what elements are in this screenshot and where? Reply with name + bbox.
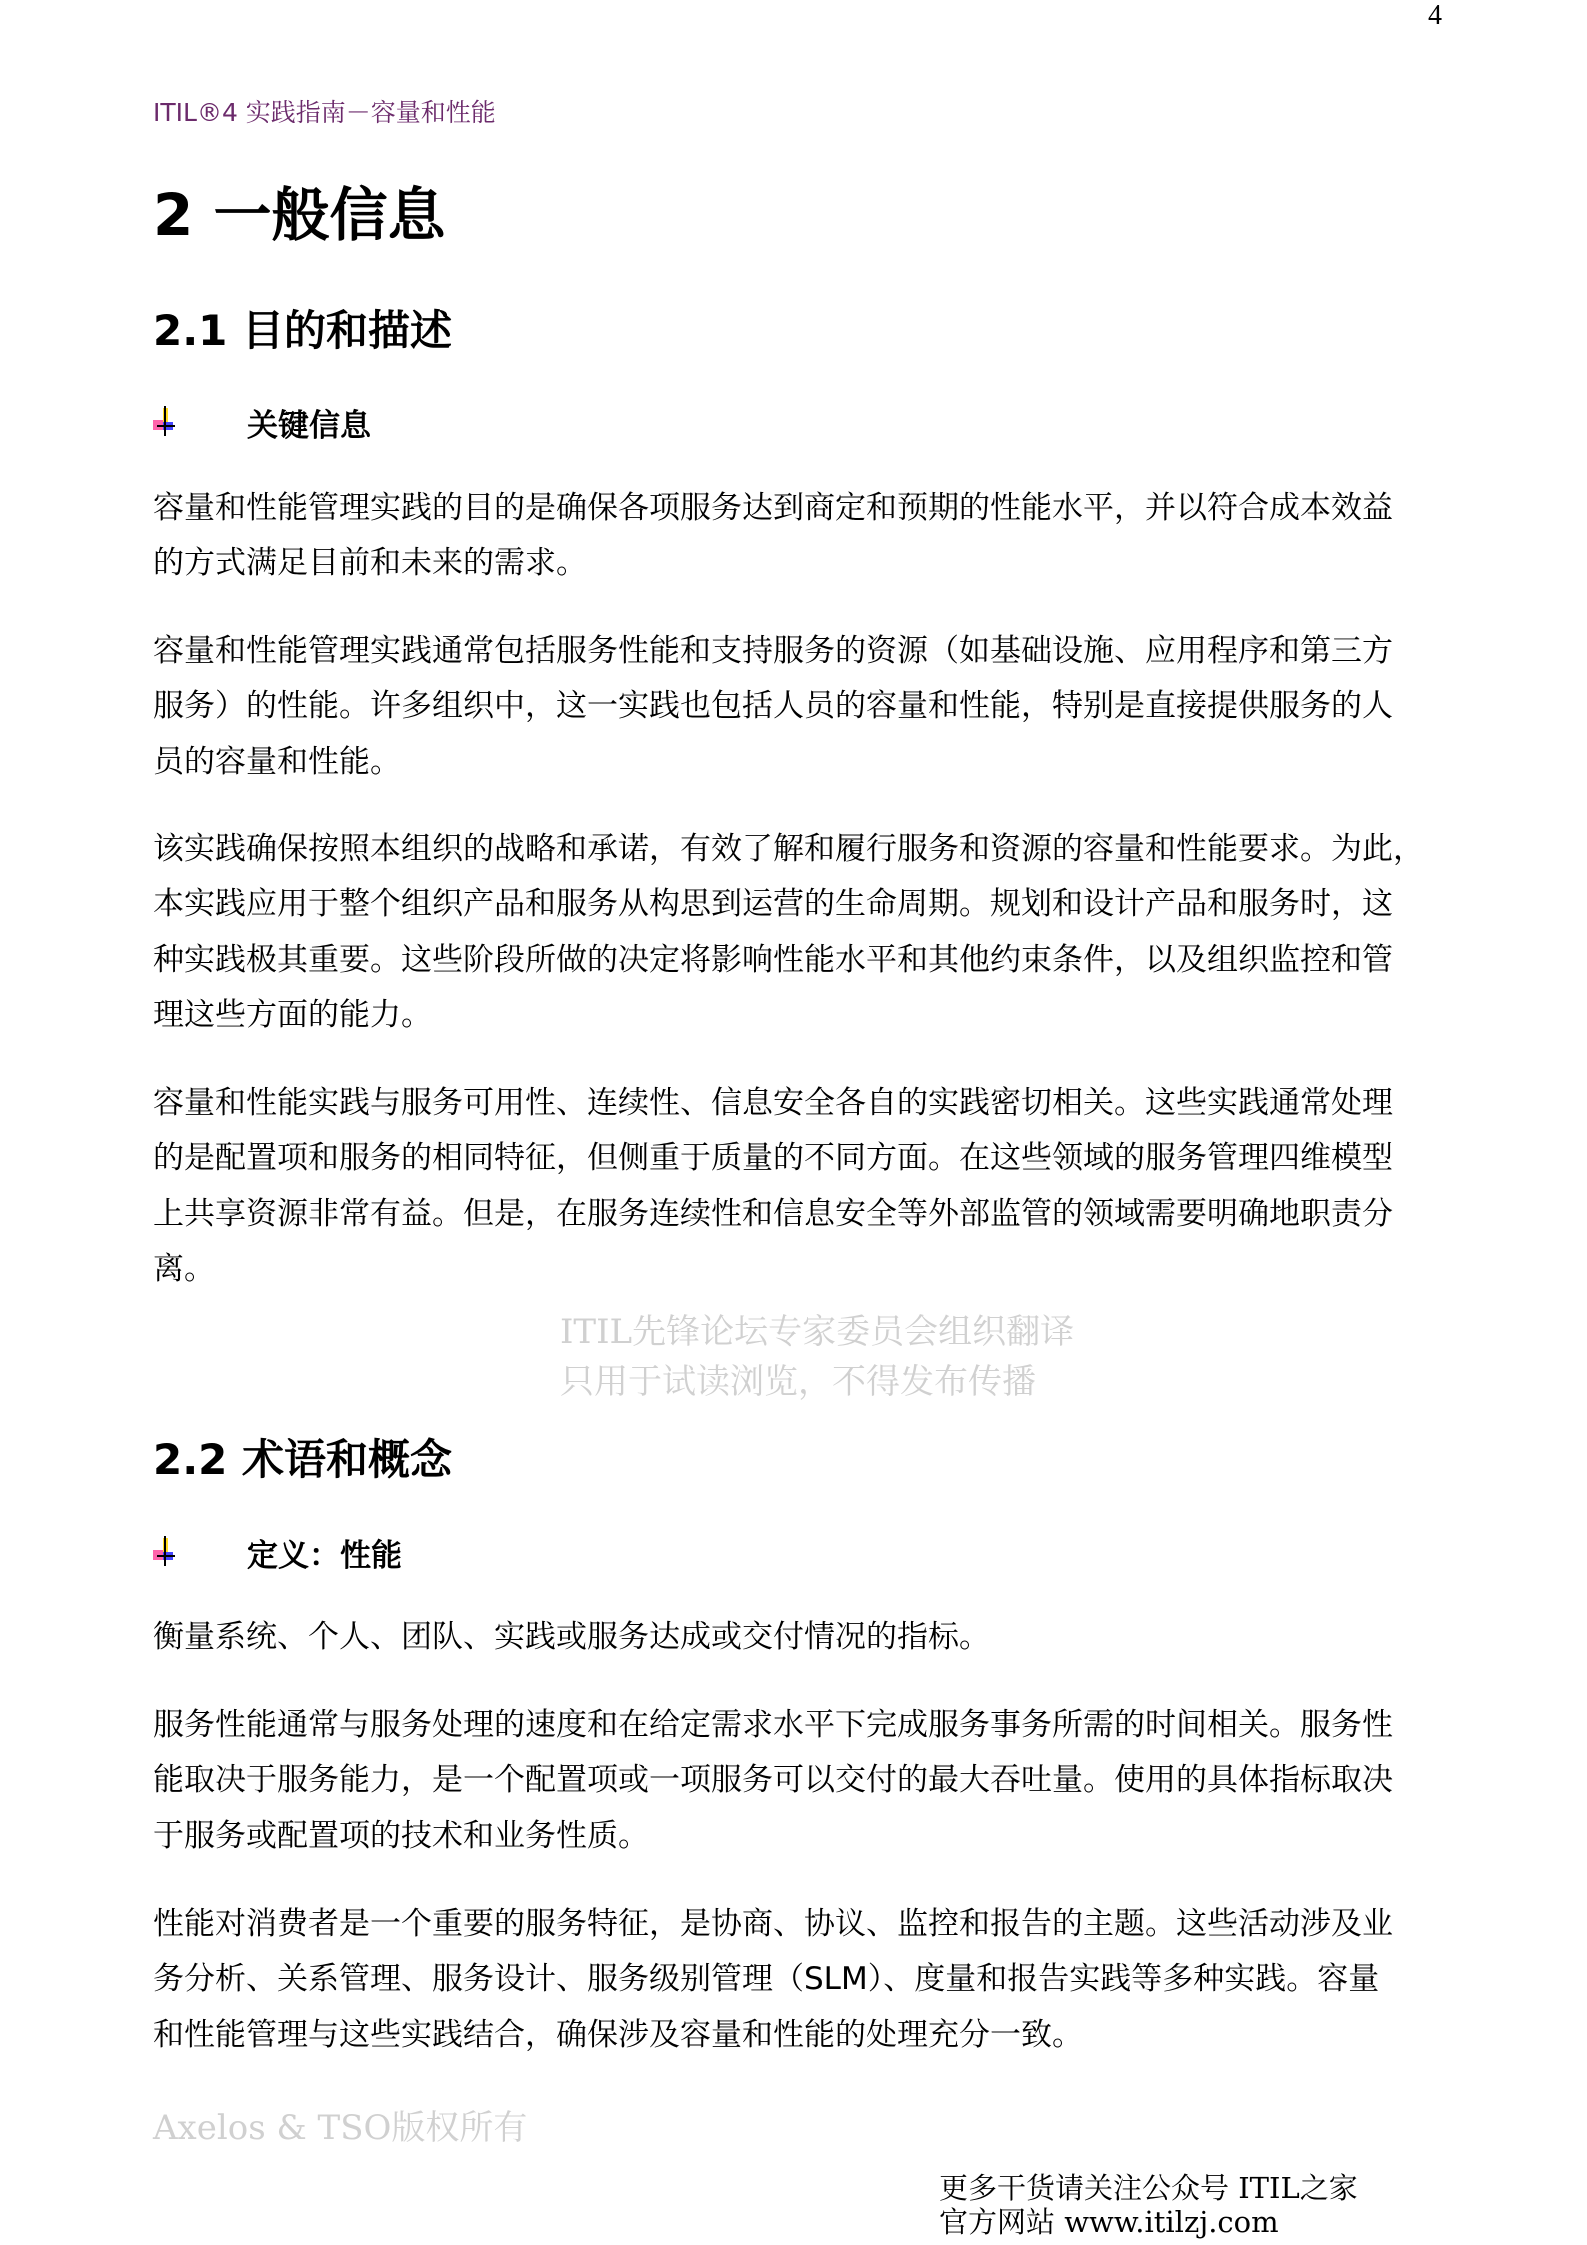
line: 的方式满足目前和未来的需求。 <box>153 545 587 582</box>
watermark: 只用于试读浏览，不得发布传播 <box>560 1362 1036 1402</box>
line: 容量和性能管理实践的目的是确保各项服务达到商定和预期的性能水平，并以符合成本效益 <box>153 490 1393 526</box>
section-heading-2-2: 2.2 术语和概念 <box>153 1435 453 1484</box>
line: 于服务或配置项的技术和业务性质。 <box>153 1817 649 1854</box>
line: 容量和性能管理实践通常包括服务性能和支持服务的资源（如基础设施、应用程序和第三方 <box>153 633 1393 669</box>
watermark: ITIL先锋论坛专家委员会组织翻译 <box>560 1312 1075 1352</box>
paragraph <box>153 1076 1393 1297</box>
line: 性能对消费者是一个重要的服务特征，是协商、协议、监控和报告的主题。这些活动涉及业 <box>153 1906 1393 1942</box>
footer-line-1: 更多干货请关注公众号 ITIL之家 <box>939 2171 1358 2205</box>
line: 该实践确保按照本组织的战略和承诺，有效了解和履行服务和资源的容量和性能要求。为此， <box>153 831 1424 867</box>
key-bullet-icon <box>153 1536 177 1566</box>
definition-label: 定义：性能 <box>247 1538 402 1574</box>
watermark: Axelos & TSO版权所有 <box>153 2108 528 2148</box>
section-heading-2-1: 2.1 目的和描述 <box>153 306 453 355</box>
line: 的是配置项和服务的相同特征，但侧重于质量的不同方面。在这些领域的服务管理四维模型 <box>153 1140 1393 1177</box>
running-header: ITIL®4 实践指南－容量和性能 <box>153 98 496 127</box>
line: 容量和性能实践与服务可用性、连续性、信息安全各自的实践密切相关。这些实践通常处理 <box>153 1085 1393 1121</box>
line: 理这些方面的能力。 <box>153 996 432 1033</box>
paragraph <box>153 1610 990 1665</box>
line: 能取决于服务能力，是一个配置项或一项服务可以交付的最大吞吐量。使用的具体指标取决 <box>153 1762 1393 1799</box>
line: 上共享资源非常有益。但是，在服务连续性和信息安全等外部监管的领域需要明确地职责分 <box>153 1195 1393 1232</box>
line: 务分析、关系管理、服务设计、服务级别管理（SLM）、度量和报告实践等多种实践。容量 <box>153 1961 1380 1998</box>
paragraph <box>153 1698 1393 1864</box>
paragraph <box>153 1897 1393 2063</box>
line: 服务性能通常与服务处理的速度和在给定需求水平下完成服务事务所需的时间相关。服务性 <box>153 1707 1393 1743</box>
paragraph <box>153 624 1393 790</box>
footer-line-2: 官方网站 www.itilzj.com <box>939 2205 1279 2239</box>
chapter-heading: 2 一般信息 <box>153 181 446 249</box>
paragraph <box>153 481 1393 592</box>
key-label: 关键信息 <box>247 408 371 444</box>
paragraph <box>153 822 1424 1043</box>
line: 和性能管理与这些实践结合，确保涉及容量和性能的处理充分一致。 <box>153 2016 1083 2053</box>
key-bullet-icon <box>153 406 177 436</box>
line: 种实践极其重要。这些阶段所做的决定将影响性能水平和其他约束条件，以及组织监控和管 <box>153 941 1393 978</box>
page-number: 4 <box>1428 0 1442 31</box>
line: 离。 <box>153 1250 215 1287</box>
line: 衡量系统、个人、团队、实践或服务达成或交付情况的指标。 <box>153 1619 990 1655</box>
line: 服务）的性能。许多组织中，这一实践也包括人员的容量和性能，特别是直接提供服务的人 <box>153 688 1393 725</box>
line: 本实践应用于整个组织产品和服务从构思到运营的生命周期。规划和设计产品和服务时，这 <box>153 886 1393 923</box>
line: 员的容量和性能。 <box>153 743 401 780</box>
